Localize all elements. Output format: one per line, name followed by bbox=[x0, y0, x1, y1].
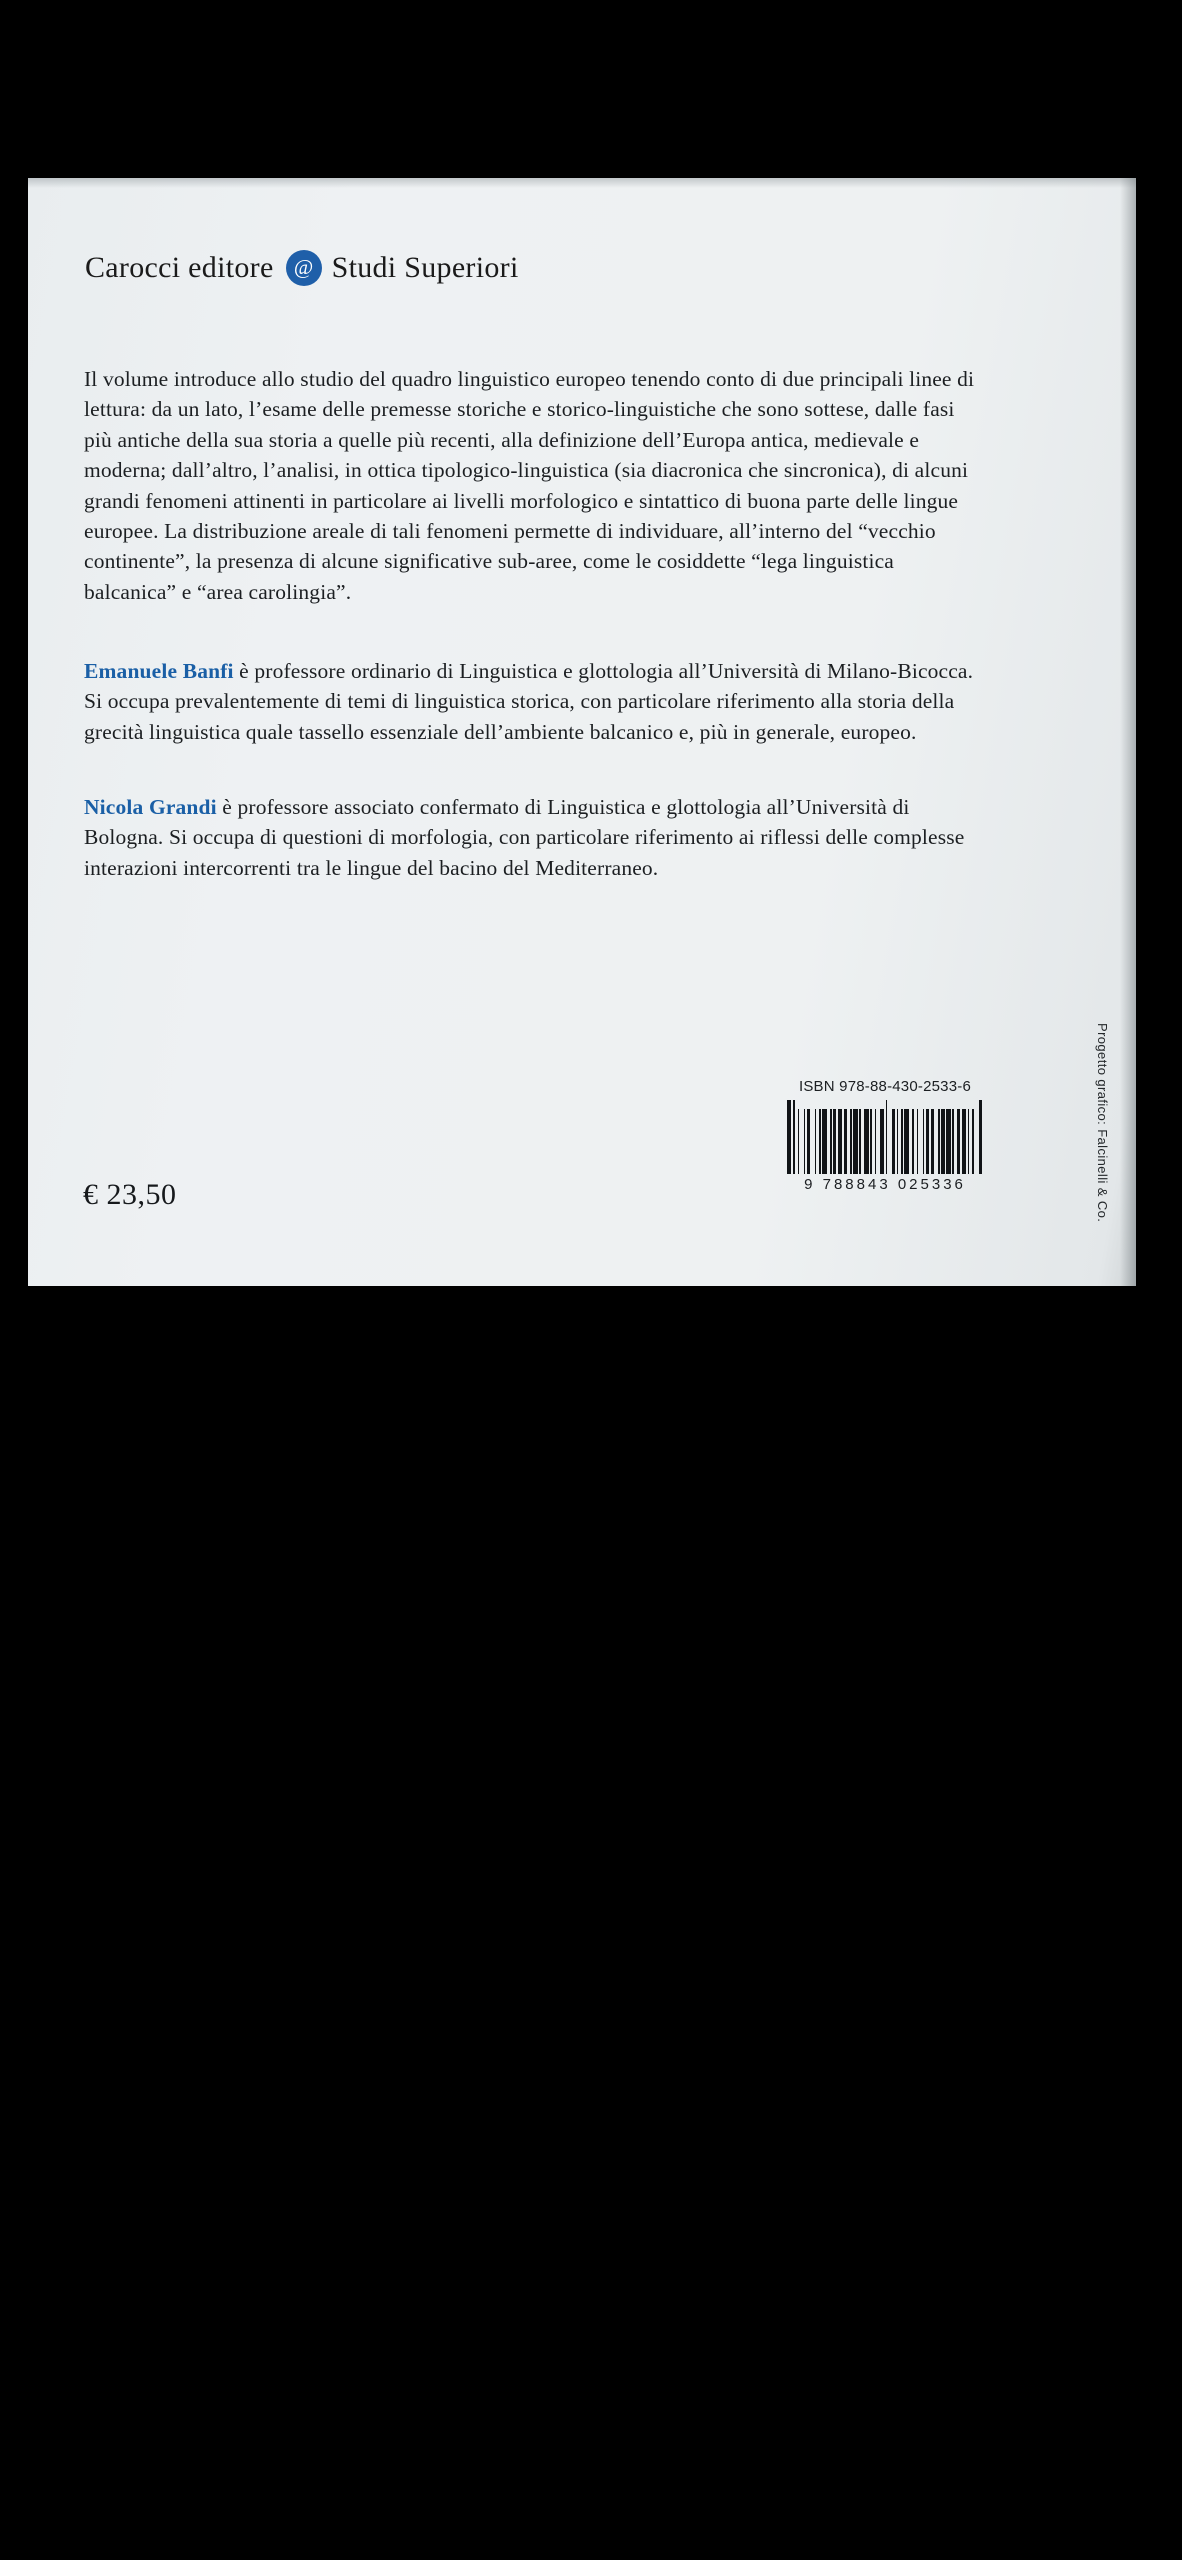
barcode-digits bbox=[770, 1176, 1000, 1193]
author-bio-banfi bbox=[84, 656, 984, 747]
series-name: Studi Superiori bbox=[331, 251, 519, 284]
graphic-design-credit: Progetto grafico: Falcinelli & Co. bbox=[1095, 1023, 1110, 1223]
book-back-cover bbox=[28, 178, 1136, 1286]
author-bio-text-grandi: è professore associato confermato di Linguistica e glottologia all’Università di Bologna. Si occupa di questioni di morfologia, con particolare riferimento ai riflessi delle complesse interazioni intercorrenti tra le lingue del bacino del Mediterraneo. bbox=[84, 795, 965, 880]
price-label: € 23,50 bbox=[83, 1178, 177, 1211]
isbn-barcode-block bbox=[770, 1078, 1000, 1193]
isbn-label: ISBN 978-88-430-2533-6 bbox=[798, 1078, 971, 1095]
author-bio-grandi bbox=[84, 792, 984, 883]
publisher-name: Carocci editore bbox=[85, 251, 274, 284]
barcode-digit-mid: 788843 bbox=[822, 1176, 891, 1193]
author-name-grandi: Nicola Grandi bbox=[84, 795, 217, 819]
cover-right-edge-shadow bbox=[1120, 178, 1136, 1286]
barcode-icon bbox=[770, 1100, 1000, 1174]
barcode-digit-right: 025336 bbox=[897, 1176, 966, 1193]
author-name-banfi: Emanuele Banfi bbox=[84, 659, 234, 683]
author-bio-text-banfi: è professore ordinario di Linguistica e glottologia all’Università di Milano-Bicocca. Si occupa prevalentemente di temi di linguistica storica, con particolare riferimento alla storia della grecità linguistica quale tassello essenziale dell’ambiente balcanico e, più in generale, europeo. bbox=[84, 659, 974, 744]
book-blurb: Il volume introduce allo studio del quadro linguistico europeo tenendo conto di due principali linee di lettura: da un lato, l’esame delle premesse storiche e storico-linguistiche che sono sottese, dalle fasi più antiche della sua storia a quelle più recenti, alla definizione dell’Europa antica, medievale e moderna; dall’altro, l’analisi, in ottica tipologico-linguistica (sia diacronica che sincronica), di alcuni grandi fenomeni attinenti in particolare ai livelli morfologico e sintattico di buona parte delle lingue europee. La distribuzione areale di tali fenomeni permette di individuare, all’interno del “vecchio continente”, la presenza di alcune significative sub-aree, come le cosiddette “lega linguistica balcanica” e “area carolingia”. bbox=[84, 367, 975, 604]
cover-top-edge-shadow bbox=[28, 178, 1136, 188]
publisher-line bbox=[85, 250, 519, 286]
barcode-digit-prefix: 9 bbox=[804, 1176, 816, 1193]
at-sign-logo-icon: @ bbox=[286, 250, 322, 286]
